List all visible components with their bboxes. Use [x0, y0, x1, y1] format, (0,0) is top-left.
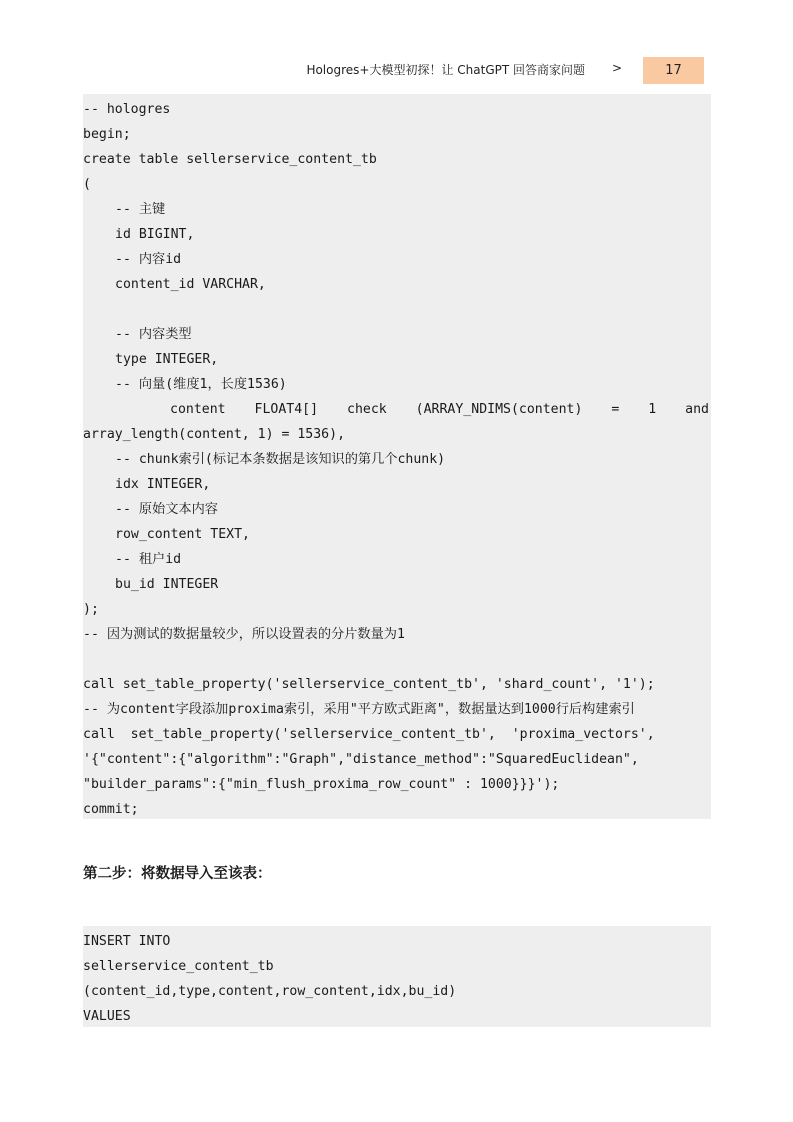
code-line: "builder_params":{"min_flush_proxima_row_count" : 1000}}}');: [83, 777, 560, 792]
code-line: idx INTEGER,: [115, 477, 211, 492]
code-line: id BIGINT,: [115, 227, 195, 242]
code-line: -- 内容id: [115, 252, 182, 267]
code-line: call set_table_property('sellerservice_content_tb', 'proxima_vectors',: [83, 727, 655, 742]
code-line: call set_table_property('sellerservice_content_tb', 'shard_count', '1');: [83, 677, 655, 692]
header-arrow: >: [612, 61, 623, 75]
page-number-badge: [643, 57, 704, 84]
code-line: sellerservice_content_tb: [83, 959, 274, 974]
code-line: -- chunk索引(标记本条数据是该知识的第几个chunk): [115, 452, 446, 467]
code-line: -- 租户id: [115, 552, 182, 567]
code-block-insert: [83, 926, 711, 1027]
code-token: check: [347, 402, 387, 417]
code-token: (ARRAY_NDIMS(content): [415, 402, 583, 417]
code-line: content_id VARCHAR,: [115, 277, 266, 292]
code-line-justified: [83, 397, 711, 422]
code-line: (: [83, 177, 91, 192]
code-token: and: [685, 402, 709, 417]
code-line: (content_id,type,content,row_content,idx,bu_id): [83, 984, 457, 999]
code-token: content: [170, 402, 226, 417]
code-line: );: [83, 602, 99, 617]
code-token: 1: [648, 402, 657, 417]
code-line: -- 为content字段添加proxima索引，采用"平方欧式距离"，数据量达到1000行后构建索引: [83, 702, 635, 717]
code-line-blank: [83, 297, 711, 322]
code-line: -- 向量(维度1，长度1536): [115, 377, 287, 392]
page-header: [0, 57, 793, 84]
code-line: -- 主键: [115, 202, 166, 217]
header-title: Hologres+大模型初探！让 ChatGPT 回答商家问题: [306, 63, 585, 77]
code-line: VALUES: [83, 1009, 131, 1024]
code-line: array_length(content, 1) = 1536),: [83, 427, 346, 442]
code-block-create-table: [83, 94, 711, 819]
page-number: 17: [665, 63, 682, 78]
code-line: bu_id INTEGER: [115, 577, 219, 592]
code-line: -- hologres: [83, 102, 171, 117]
code-line: create table sellerservice_content_tb: [83, 152, 377, 167]
code-line: -- 因为测试的数据量较少，所以设置表的分片数量为1: [83, 627, 405, 642]
code-token: =: [611, 402, 620, 417]
code-line: -- 原始文本内容: [115, 502, 218, 517]
code-token: FLOAT4[]: [254, 402, 319, 417]
code-line: row_content TEXT,: [115, 527, 250, 542]
code-line: -- 内容类型: [115, 327, 192, 342]
code-line: type INTEGER,: [115, 352, 219, 367]
code-line-blank: [83, 647, 711, 672]
code-line: INSERT INTO: [83, 934, 171, 949]
code-line: begin;: [83, 127, 131, 142]
code-line: '{"content":{"algorithm":"Graph","distance_method":"SquaredEuclidean",: [83, 752, 639, 767]
section-heading: 第二步：将数据导入至该表：: [83, 866, 272, 882]
code-line: commit;: [83, 802, 139, 817]
